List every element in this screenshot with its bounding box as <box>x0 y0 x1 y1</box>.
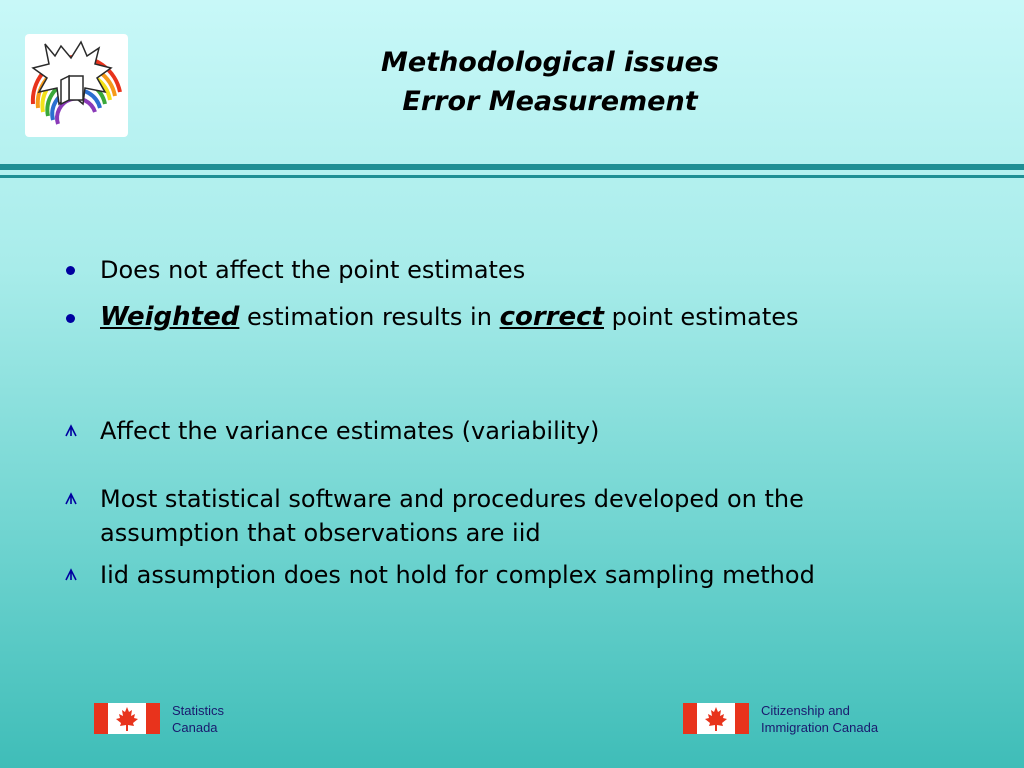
bullet-text: Does not affect the point estimates <box>100 256 526 284</box>
footer-right-line1: Citizenship and <box>761 703 850 718</box>
statistics-canada-label <box>172 702 224 736</box>
text-fragment: point estimates <box>603 303 799 331</box>
chevron-up-bullet-icon <box>64 492 78 506</box>
bullet-text <box>100 300 799 334</box>
bullet-text-line2: assumption that observations are iid <box>100 519 541 547</box>
conference-logo-icon <box>25 34 128 137</box>
text-fragment: estimation results in <box>239 303 500 331</box>
dot-bullet-icon <box>66 314 75 323</box>
bullet-text-line1: Most statistical software and procedures developed on the <box>100 485 804 513</box>
chevron-up-bullet-icon <box>64 424 78 438</box>
slide-title: Methodological issues <box>380 47 719 78</box>
dot-bullet-icon <box>66 266 75 275</box>
header-divider-thick <box>0 164 1024 170</box>
header-divider-thin <box>0 175 1024 178</box>
bullet-text: Iid assumption does not hold for complex sampling method <box>100 561 815 589</box>
footer-left-line2: Canada <box>172 720 218 735</box>
canada-flag-icon <box>683 703 749 734</box>
bullet-text: Affect the variance estimates (variability) <box>100 417 600 445</box>
emphasis-correct: correct <box>499 302 604 332</box>
footer-left-line1: Statistics <box>172 703 225 718</box>
slide-subtitle: Error Measurement <box>402 86 698 117</box>
citizenship-immigration-label <box>761 702 878 736</box>
footer-right-line2: Immigration Canada <box>761 720 879 735</box>
canada-flag-icon <box>94 703 160 734</box>
emphasis-weighted: Weighted <box>100 302 240 332</box>
chevron-up-bullet-icon <box>64 568 78 582</box>
